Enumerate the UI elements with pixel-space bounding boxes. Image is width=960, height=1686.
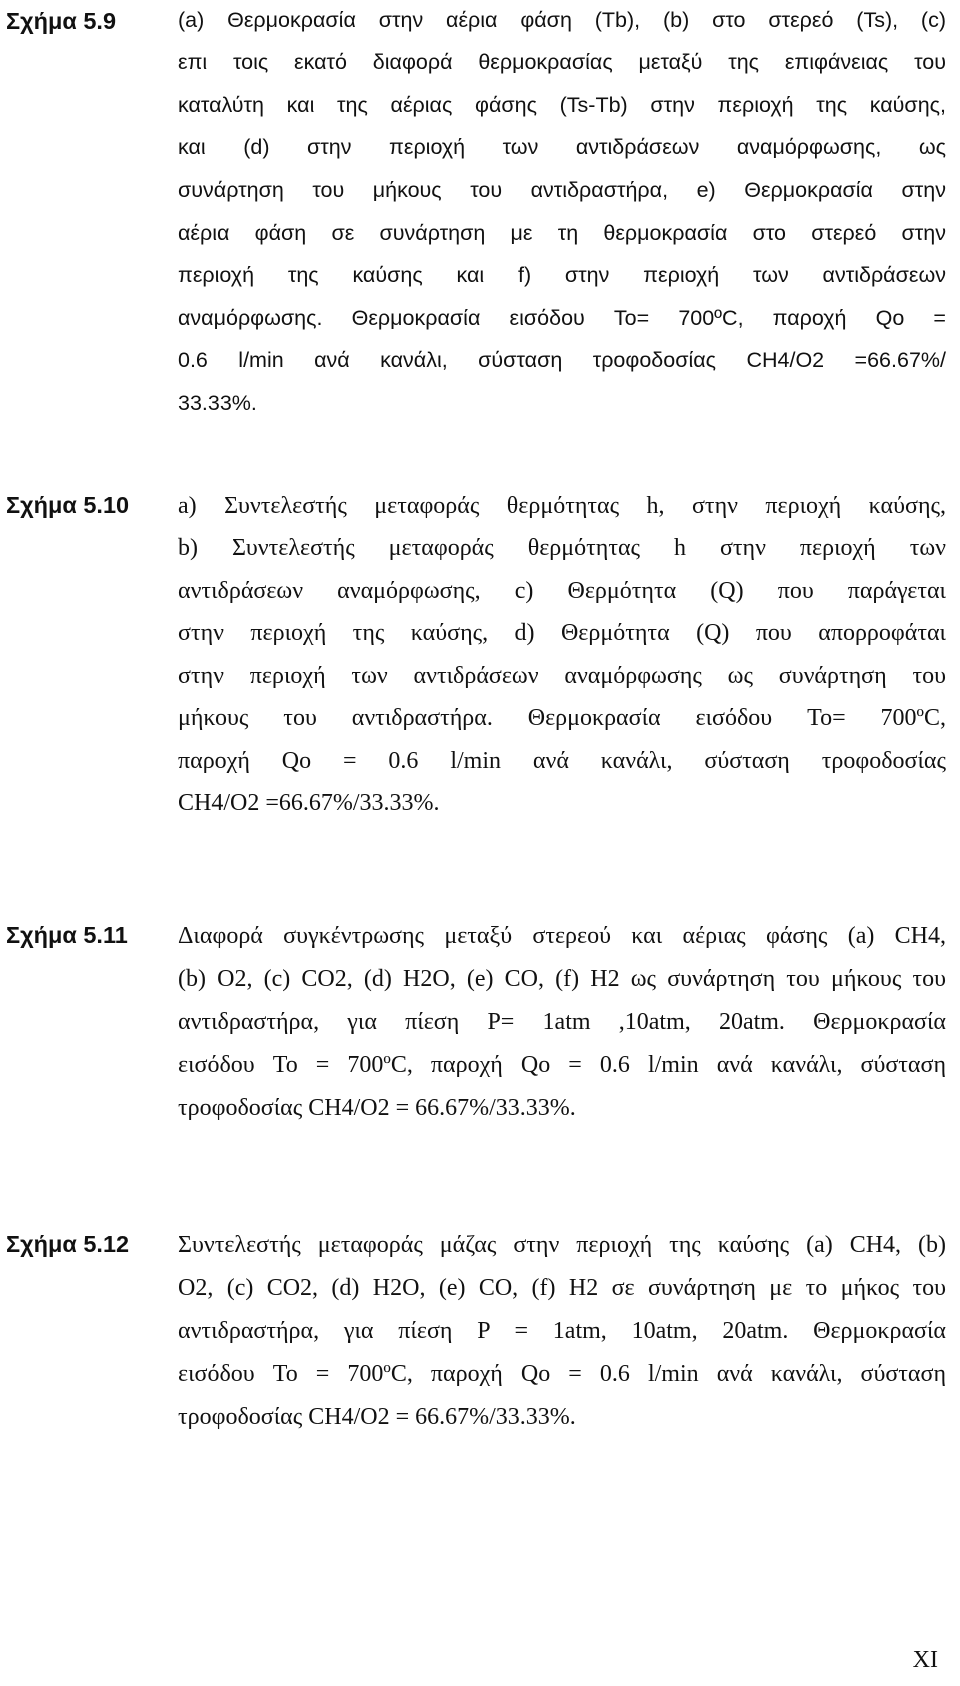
caption-line: καταλύτη και της αέριας φάσης (Ts-Tb) στην περιοχή της καύσης, [178, 93, 946, 117]
caption-line: συνάρτηση του μήκους του αντιδραστήρα, e) Θερμοκρασία στην [178, 178, 946, 202]
page-number: XI [912, 1647, 938, 1673]
caption-line: 0.6 l/min ανά κανάλι, σύσταση τροφοδοσίας CH4/O2 =66.67%/ [178, 348, 946, 372]
caption-line: στην περιοχή της καύσης, d) Θερμότητα (Q) που απορροφάται [178, 620, 946, 646]
caption-line: (b) O2, (c) CO2, (d) H2O, (e) CO, (f) H2 ως συνάρτηση του μήκους του [178, 966, 946, 992]
figure-label: Σχήμα 5.9 [6, 8, 117, 34]
caption-line: αέρια φάση σε συνάρτηση με τη θερμοκρασία στο στερεό στην [178, 221, 946, 245]
caption-line: αντιδράσεων αναμόρφωσης, c) Θερμότητα (Q) που παράγεται [178, 578, 946, 604]
caption-line: αναμόρφωσης. Θερμοκρασία εισόδου To= 700ºC, παροχή Qo = [178, 306, 946, 330]
caption-line: παροχή Qo = 0.6 l/min ανά κανάλι, σύσταση τροφοδοσίας [178, 748, 946, 774]
caption-line: εισόδου To = 700ºC, παροχή Qo = 0.6 l/min ανά κανάλι, σύσταση [178, 1052, 946, 1078]
caption-line: αντιδραστήρα, για πίεση P = 1atm, 10atm, 20atm. Θερμοκρασία [178, 1318, 946, 1344]
caption-line: αντιδραστήρα, για πίεση P= 1atm ,10atm, 20atm. Θερμοκρασία [178, 1009, 946, 1035]
caption-line: b) Συντελεστής μεταφοράς θερμότητας h στην περιοχή των [178, 535, 946, 561]
caption-line: (a) Θερμοκρασία στην αέρια φάση (Tb), (b) στο στερεό (Ts), (c) [178, 8, 946, 32]
caption-line: a) Συντελεστής μεταφοράς θερμότητας h, στην περιοχή καύσης, [178, 493, 946, 519]
caption-line: τροφοδοσίας CH4/O2 = 66.67%/33.33%. [178, 1095, 576, 1121]
figure-label: Σχήμα 5.11 [6, 922, 128, 948]
figure-label: Σχήμα 5.12 [6, 1231, 130, 1257]
caption-line: 33.33%. [178, 391, 257, 415]
caption-line: Συντελεστής μεταφοράς μάζας στην περιοχή της καύσης (a) CH4, (b) [178, 1232, 946, 1258]
caption-line: περιοχή της καύσης και f) στην περιοχή των αντιδράσεων [178, 263, 946, 287]
caption-line: Διαφορά συγκέντρωσης μεταξύ στερεού και αέριας φάσης (a) CH4, [178, 923, 946, 949]
caption-line: μήκους του αντιδραστήρα. Θερμοκρασία εισόδου To= 700ºC, [178, 705, 946, 731]
caption-line: CH4/O2 =66.67%/33.33%. [178, 790, 440, 816]
caption-line: στην περιοχή των αντιδράσεων αναμόρφωσης ως συνάρτηση του [178, 663, 946, 689]
caption-line: τροφοδοσίας CH4/O2 = 66.67%/33.33%. [178, 1404, 576, 1430]
figure-label: Σχήμα 5.10 [6, 492, 130, 518]
caption-line: επι τοις εκατό διαφορά θερμοκρασίας μεταξύ της επιφάνειας του [178, 50, 946, 74]
caption-line: και (d) στην περιοχή των αντιδράσεων αναμόρφωσης, ως [178, 135, 946, 159]
caption-line: εισόδου To = 700ºC, παροχή Qo = 0.6 l/min ανά κανάλι, σύσταση [178, 1361, 946, 1387]
caption-line: O2, (c) CO2, (d) H2O, (e) CO, (f) H2 σε συνάρτηση με το μήκος του [178, 1275, 946, 1301]
